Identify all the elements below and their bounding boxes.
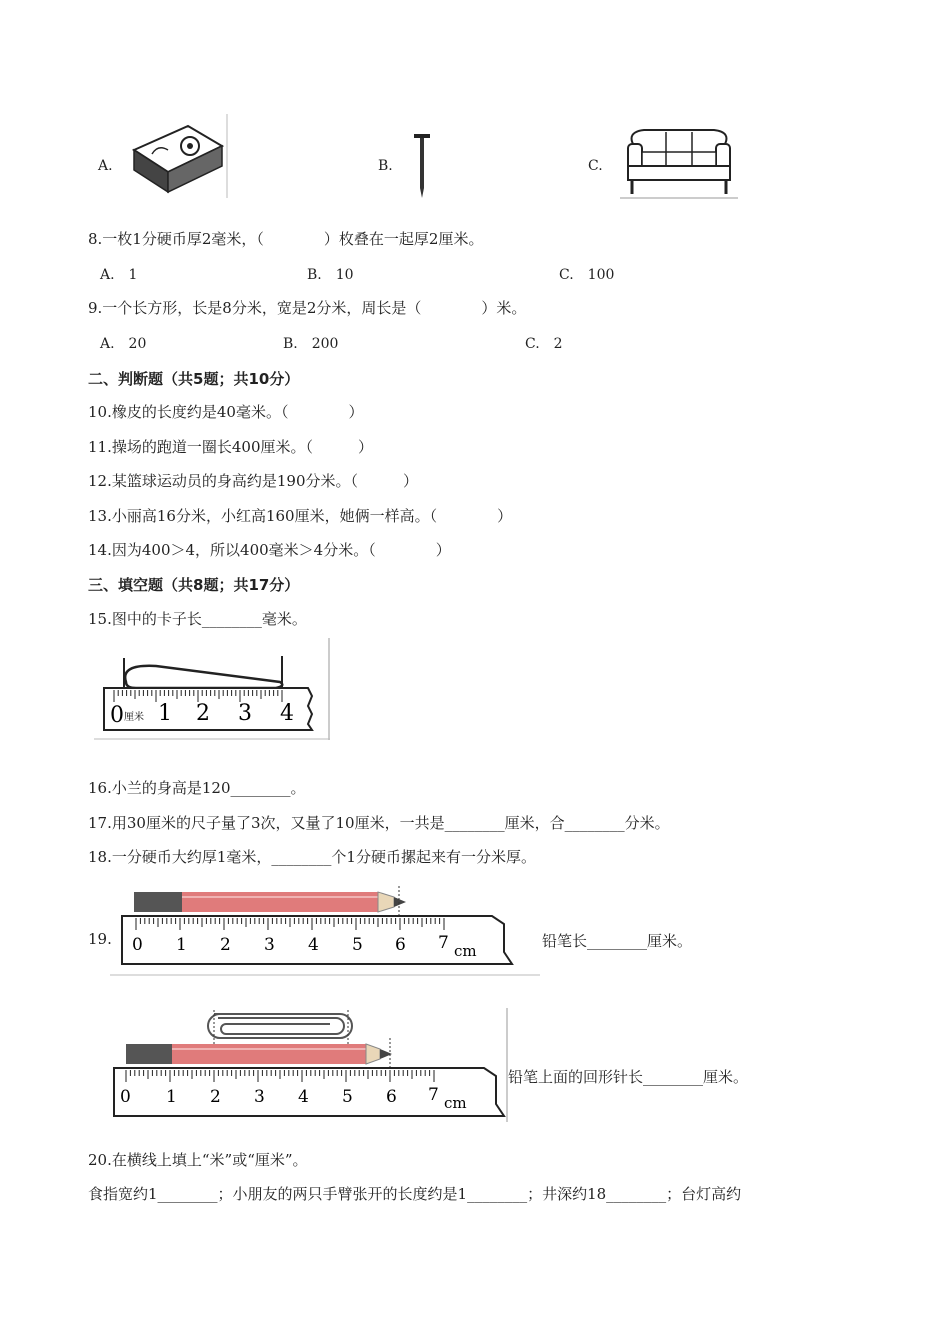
- ruler-19b-label-3: 3: [254, 1087, 265, 1107]
- ruler-15-label-0: 0: [110, 703, 124, 728]
- option-c-letter: C.: [588, 158, 603, 174]
- ruler-19b-label-1: 1: [166, 1087, 177, 1107]
- question-19-number: 19.: [88, 930, 112, 948]
- nail-image: [410, 132, 434, 200]
- question-20: 20.在横线上填上“米”或“厘米”。: [88, 1151, 308, 1169]
- q8-option-c[interactable]: C. 100: [559, 267, 615, 283]
- option-a-letter: A.: [98, 158, 113, 174]
- ruler-19-label-7: 7: [438, 933, 449, 953]
- question-16: 16.小兰的身高是120________。: [88, 779, 306, 797]
- ruler-19-unit: cm: [454, 942, 477, 960]
- q9-option-b[interactable]: B. 200: [283, 336, 339, 352]
- ruler-19-label-0: 0: [132, 935, 143, 955]
- section-2-heading: 二、判断题（共5题；共10分）: [88, 370, 300, 388]
- question-8: 8.一枚1分硬币厚2毫米，（ ）枚叠在一起厚2厘米。: [88, 230, 484, 248]
- question-11: 11.操场的跑道一圈长400厘米。（ ）: [88, 438, 373, 456]
- ruler-19b-label-5: 5: [342, 1087, 353, 1107]
- ruler-15-unit: 厘米: [124, 712, 144, 723]
- ruler-19-label-6: 6: [395, 935, 406, 955]
- question-10: 10.橡皮的长度约是40毫米。（ ）: [88, 403, 364, 421]
- section-3-heading: 三、填空题（共8题；共17分）: [88, 576, 300, 594]
- ruler-19-label-3: 3: [264, 935, 275, 955]
- question-14: 14.因为400＞4，所以400毫米＞4分米。（ ）: [88, 541, 451, 559]
- question-18: 18.一分硬币大约厚1毫米，________个1分硬币摞起来有一分米厚。: [88, 848, 536, 866]
- ruler-19b-label-6: 6: [386, 1087, 397, 1107]
- ruler-19b-label-0: 0: [120, 1087, 131, 1107]
- ruler-19-label-1: 1: [176, 935, 187, 955]
- question-20-line: 食指宽约1________；小朋友的两只手臂张开的长度约是1________；井深约18________；台灯高约: [88, 1185, 742, 1203]
- question-19b-text: 铅笔上面的回形针长________厘米。: [508, 1068, 749, 1086]
- question-12: 12.某篮球运动员的身高约是190分米。（ ）: [88, 472, 418, 490]
- q8-option-a[interactable]: A. 1: [100, 267, 138, 283]
- sofa-image: [620, 122, 738, 200]
- ruler-15-label-3: 3: [238, 701, 252, 726]
- eraser-image: [128, 112, 230, 200]
- ruler-19-label-4: 4: [308, 935, 319, 955]
- question-9: 9.一个长方形，长是8分米，宽是2分米，周长是（ ）米。: [88, 299, 527, 317]
- ruler-15-label-1: 1: [158, 701, 172, 726]
- ruler-15-label-4: 4: [280, 701, 294, 726]
- paperclip-ruler-image: [108, 1006, 510, 1124]
- question-19-text: 铅笔长________厘米。: [542, 932, 693, 950]
- q9-option-a[interactable]: A. 20: [100, 336, 147, 352]
- ruler-19b-unit: cm: [444, 1094, 467, 1112]
- question-15: 15.图中的卡子长________毫米。: [88, 610, 307, 628]
- ruler-19b-label-2: 2: [210, 1087, 221, 1107]
- q9-option-c[interactable]: C. 2: [525, 336, 563, 352]
- question-13: 13.小丽高16分米，小红高160厘米，她俩一样高。（ ）: [88, 507, 513, 525]
- question-17: 17.用30厘米的尺子量了3次，又量了10厘米，一共是________厘米，合________分米。: [88, 814, 670, 832]
- clip-ruler-image: [92, 636, 332, 742]
- ruler-19-label-2: 2: [220, 935, 231, 955]
- pencil-ruler-image: [110, 880, 542, 978]
- ruler-19-label-5: 5: [352, 935, 363, 955]
- ruler-19b-label-7: 7: [428, 1085, 439, 1105]
- q8-option-b[interactable]: B. 10: [307, 267, 354, 283]
- ruler-19b-label-4: 4: [298, 1087, 309, 1107]
- option-b-letter: B.: [378, 158, 393, 174]
- ruler-15-label-2: 2: [196, 701, 210, 726]
